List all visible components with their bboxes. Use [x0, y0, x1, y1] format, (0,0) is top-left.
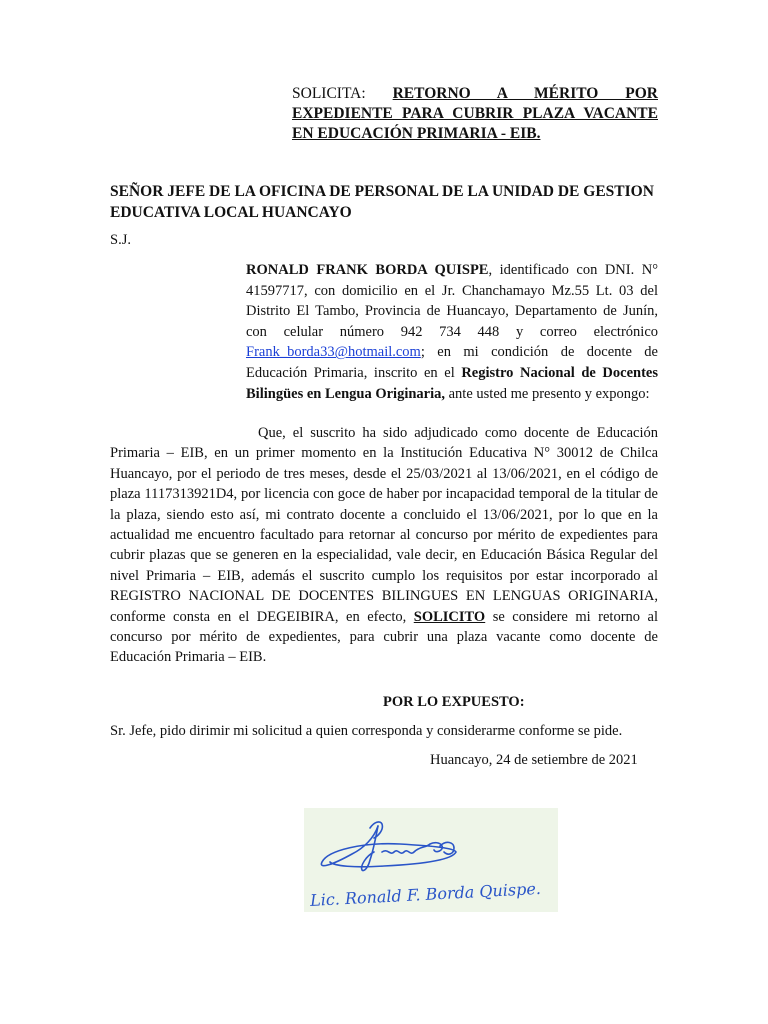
solicito-keyword: SOLICITO: [413, 608, 486, 625]
subject-block: [292, 84, 658, 124]
signature-image: [304, 808, 558, 912]
place-date: Huancayo, 24 de setiembre de 2021: [430, 752, 638, 768]
subject-line-3: EN EDUCACIÓN PRIMARIA - EIB.: [292, 125, 541, 142]
sj-abbreviation: S.J.: [110, 232, 131, 248]
solicita-label: SOLICITA:: [292, 85, 366, 102]
closing-request: Sr. Jefe, pido dirimir mi solicitud a quien corresponda y considerarme conforme se pide.: [110, 723, 623, 739]
intro-paragraph: [246, 260, 658, 404]
svg-text:Lic. Ronald F. Borda Quispe.: Lic. Ronald F. Borda Quispe.: [309, 878, 542, 910]
registry-name: Registro Nacional de Docentes Bilingües en Lengua Originaria,: [246, 364, 658, 402]
body-text-2: se considere mi retorno al concurso por mérito de expedientes, para cubrir una plaza vacante como docente de Educación Primaria – EIB.: [110, 608, 659, 666]
subject-line-2: EXPEDIENTE PARA CUBRIR PLAZA VACANTE: [292, 105, 658, 122]
addressee: SEÑOR JEFE DE LA OFICINA DE PERSONAL DE LA UNIDAD DE GESTION EDUCATIVA LOCAL HUANCAYO: [110, 183, 654, 221]
subject-line-1: RETORNO A MÉRITO POR: [392, 85, 658, 102]
intro-text-1: , identificado con DNI. N° 41597717, con domicilio en el Jr. Chanchamayo Mz.55 Lt. 03 del Distrito El Tambo, Provincia de Huancayo, Departamento de Junín, con celular número 942 734 448 y correo electrónico: [246, 262, 659, 340]
applicant-name: RONALD FRANK BORDA QUISPE: [246, 262, 489, 278]
por-lo-expuesto-heading: POR LO EXPUESTO:: [383, 694, 525, 710]
signature-scribble: [304, 808, 558, 912]
email-link[interactable]: Frank_borda33@hotmail.com: [246, 344, 421, 361]
intro-text-2: ; en mi condición de docente de Educación Primaria, inscrito en el: [246, 344, 658, 381]
body-text-1: Que, el suscrito ha sido adjudicado como docente de Educación Primaria – EIB, en un primer momento en la Institución Educativa N° 30012 de Chilca Huancayo, por el periodo de tres meses, desde el 25/03/2021 al 13/06/2021, en el código de plaza 1117313921D4, por licencia con goce de haber por incapacidad temporal de la titular de la plaza, siendo esto así, mi contrato docente a concluido el 13/06/2021, por lo que en la actualidad me encuentro facultado para retornar al concurso por mérito de expedientes para cubrir plazas que se generen en la especialidad, vale decir, en Educación Básica Regular del nivel Primaria – EIB, además el suscrito cumplo los requisitos por estar incorporado al REGISTRO NACIONAL DE DOCENTES BILINGUES EN LENGUAS ORIGINARIA, conforme consta en el DEGEIBIRA, en efecto,: [110, 425, 658, 625]
body-paragraph: [110, 423, 658, 668]
intro-text-3: ante usted me presento y expongo:: [445, 385, 650, 402]
